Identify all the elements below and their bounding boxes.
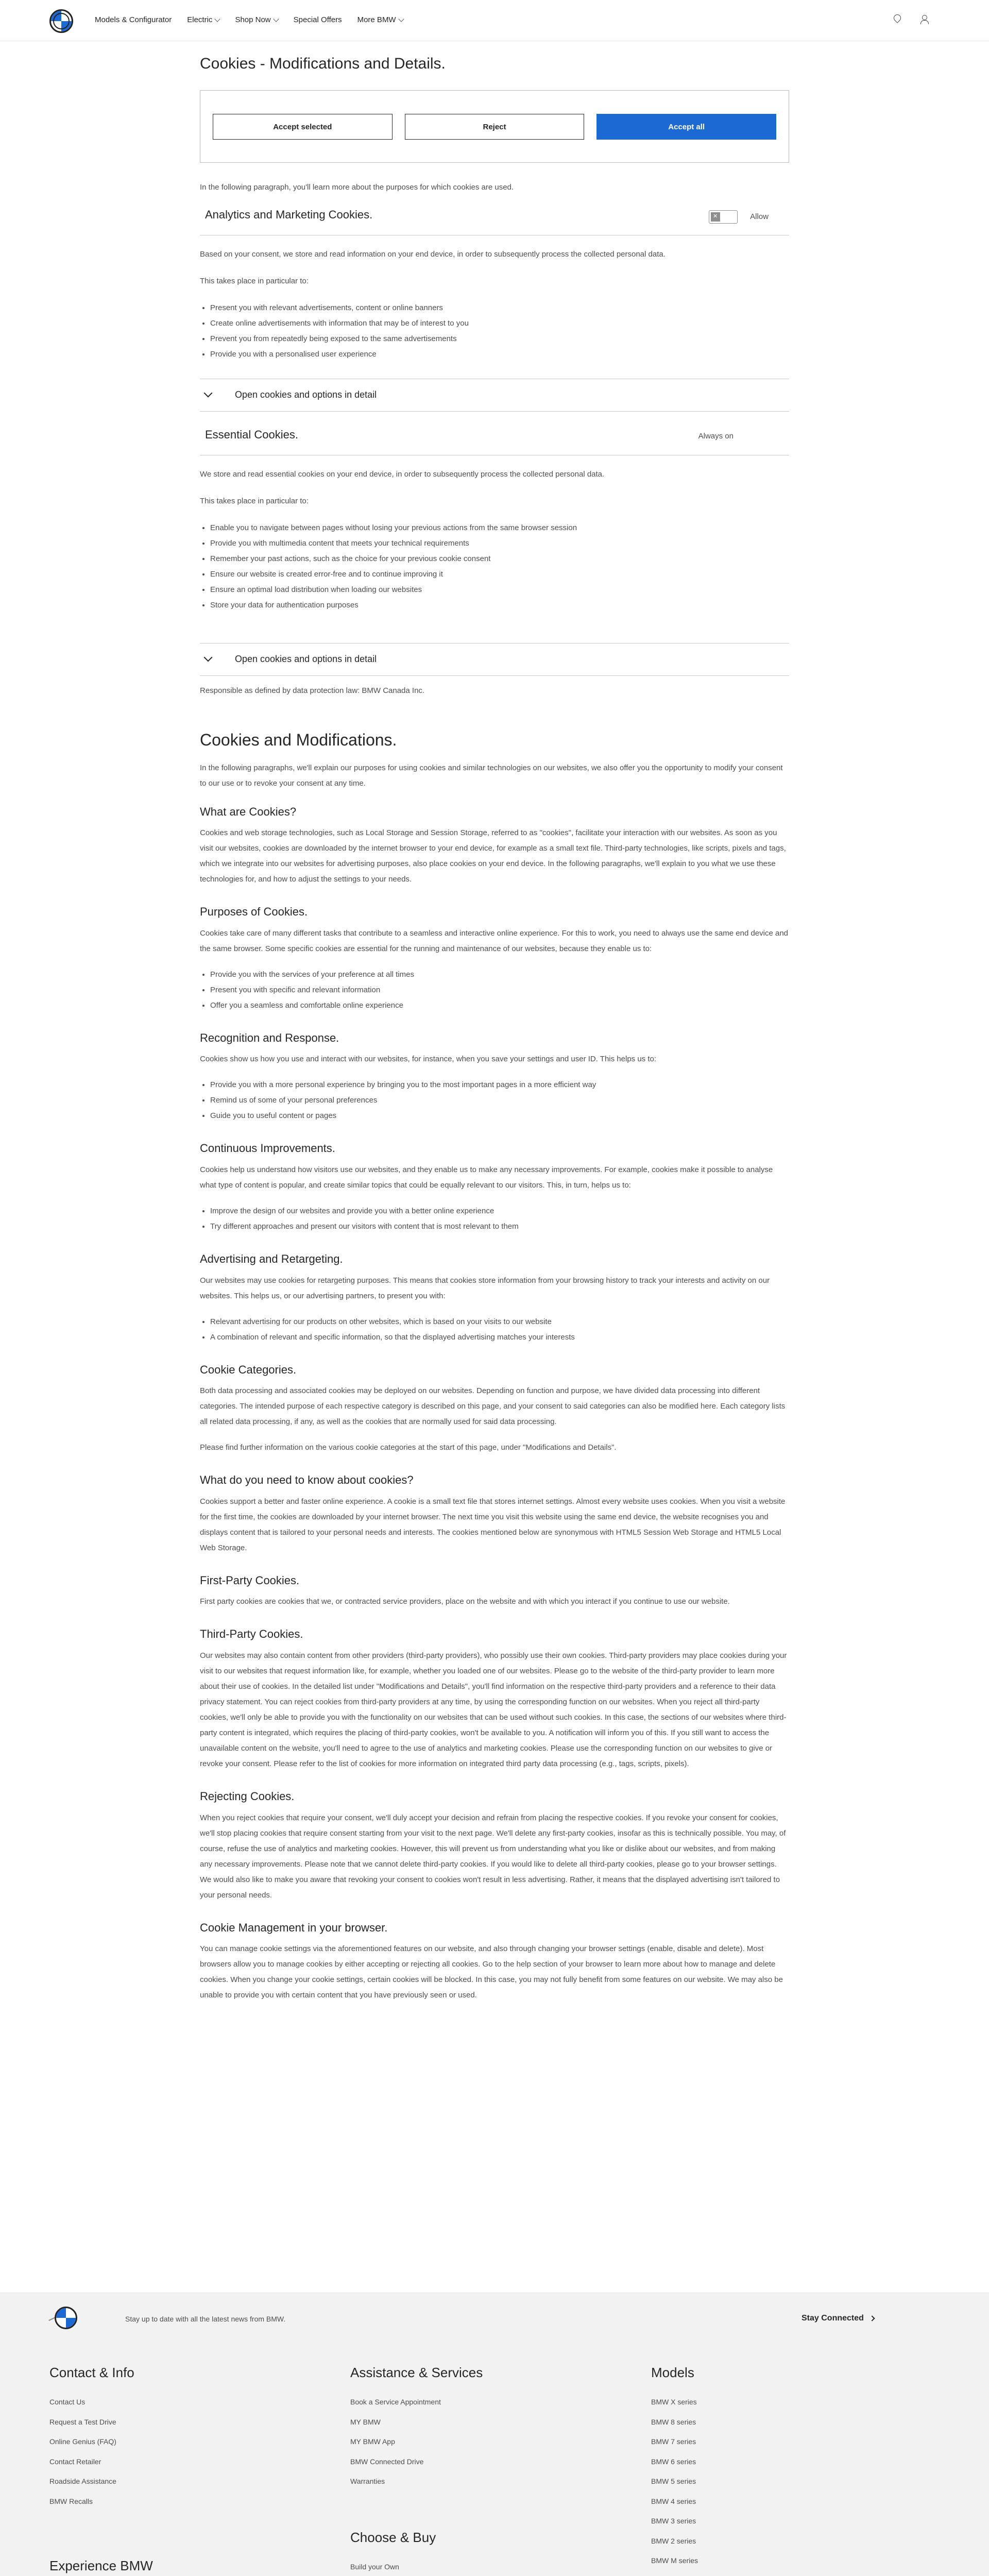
list-item: • Try different approaches and present our visitors with content that is most relevant to them <box>210 1219 789 1234</box>
essential-title: Essential Cookies. <box>205 428 298 441</box>
article-intro: In the following paragraphs, we'll explain our purposes for using cookies and similar technologies on our websites, we also offer you the opportunity to modify your consent to our use or to revoke your consent at any time. <box>200 763 783 788</box>
footer-link[interactable]: BMW 8 series <box>651 2417 696 2426</box>
list-item: • Provide you with the services of your preference at all times <box>210 967 789 982</box>
nav-special-offers[interactable] <box>294 15 342 24</box>
expander-label: Open cookies and options in detail <box>235 389 377 400</box>
footer-link[interactable]: BMW Connected Drive <box>350 2457 424 2466</box>
list-item: • Provide you with a more personal experience by bringing you to the most important pages in a more efficient way <box>210 1077 789 1093</box>
categories-title: Cookie Categories. <box>200 1363 297 1376</box>
chevron-down-icon <box>273 16 279 22</box>
footer-heading: Choose & Buy <box>350 2530 436 2545</box>
chevron-down-icon <box>215 16 220 22</box>
improvement-title: Continuous Improvements. <box>200 1142 335 1155</box>
list-item: • Ensure our website is created error-free and to continue improving it <box>210 567 789 582</box>
list-item: • Enable you to navigate between pages without losing your previous actions from the same browser session <box>210 520 789 536</box>
stay-connected-label: Stay Connected <box>802 2314 864 2323</box>
essential-list <box>200 520 789 613</box>
footer-link[interactable]: BMW X series <box>651 2398 697 2406</box>
site-footer <box>0 2344 989 2576</box>
footer-heading: Contact & Info <box>49 2365 134 2380</box>
bmw-newsletter-logo <box>49 2303 80 2334</box>
footer-link[interactable]: BMW 5 series <box>651 2477 696 2485</box>
footer-link[interactable]: Contact Retailer <box>49 2457 101 2466</box>
nav-label: Shop Now <box>235 15 271 24</box>
categories-body: Both data processing and associated cookies may be deployed on our websites. Depending on function and purpose, we have divided data processing into different categories. The intended purpose of each respective category is described on this page, and your consent to said categories can also be modified here. Each category lists all related data processing, if any, as well as the cookies that are normally used for said data processing. <box>200 1386 786 1427</box>
footer-link[interactable]: Warranties <box>350 2477 385 2485</box>
stay-connected-link[interactable] <box>802 2314 874 2323</box>
footer-models <box>651 2365 711 2576</box>
analytics-section-header <box>200 204 789 227</box>
footer-contact <box>49 2365 134 2511</box>
list-item: • Improve the design of our websites and provide you with a better online experience <box>210 1204 789 1219</box>
footer-link[interactable]: BMW Recalls <box>49 2497 93 2505</box>
list-item: • Store your data for authentication purposes <box>210 598 789 613</box>
list-item: • Remind us of some of your personal preferences <box>210 1093 789 1108</box>
analytics-details-expander[interactable] <box>200 379 789 412</box>
footer-link[interactable] <box>651 2571 711 2576</box>
list-item: • Relevant advertising for our products on other websites, which is based on your visits to our website <box>210 1314 789 1330</box>
rejecting-title: Rejecting Cookies. <box>200 1789 295 1803</box>
essential-details-expander[interactable] <box>200 643 789 676</box>
article-title: Cookies and Modifications. <box>200 731 397 749</box>
what-body: Cookies and web storage technologies, such as Local Storage and Session Storage, referred to as "cookies", facilitate your interaction with our websites. As soon as you visit our websites, cookies are downloaded by the internet browser to your end device, for example as a small text file. Third-party technologies, like scripts, pixels and tags, which we integrate into our websites for advertising purposes, also place cookies on your end device. In the following paragraphs, we'll explain to you what we use these technologies for, and how to adjust the settings to your needs. <box>200 828 786 884</box>
nav-label: Special Offers <box>293 15 342 24</box>
advertising-body: Our websites may use cookies for retargeting purposes. This means that cookies store information from your browsing history to track your interests and activity on our websites. This helps us, or our advertising partners, to present you with: <box>200 1276 770 1300</box>
footer-link[interactable]: Contact Us <box>49 2398 86 2406</box>
improvement-list <box>200 1204 789 1234</box>
analytics-lead: This takes place in particular to: <box>200 277 309 285</box>
analytics-body: Based on your consent, we store and read information on your end device, in order to subsequently process the collected personal data. <box>200 250 666 259</box>
footer-link[interactable]: MY BMW <box>350 2417 381 2426</box>
management-title: Cookie Management in your browser. <box>200 1921 388 1934</box>
list-item: • Guide you to useful content or pages <box>210 1108 789 1124</box>
always-on-label: Always on <box>698 432 734 440</box>
footer-link[interactable]: MY BMW App <box>350 2437 395 2446</box>
purposes-list <box>200 967 789 1013</box>
recognition-list <box>200 1077 789 1124</box>
nav-electric[interactable] <box>187 15 219 24</box>
essential-lead: This takes place in particular to: <box>200 497 309 505</box>
management-body: You can manage cookie settings via the aforementioned features on our website, and also through changing your browser settings (enable, disable and delete). Most browsers allow you to manage cookies by either accepting or rejecting all cookies. Go to the help section of your browser to learn more about how to manage and delete cookies. When you change your cookie settings, certain cookies will be blocked. In this case, you may not fully benefit from some features on our website. We may also be unable to provide you with certain content that you have previously seen or used. <box>200 1944 783 2000</box>
footer-link[interactable]: BMW 7 series <box>651 2437 696 2446</box>
essential-section-header <box>200 424 789 447</box>
footer-heading: Experience BMW <box>49 2558 153 2573</box>
footer-link[interactable]: Request a Test Drive <box>49 2417 116 2426</box>
consent-intro: In the following paragraph, you'll learn more about the purposes for which cookies are used. <box>200 183 514 192</box>
footer-link[interactable]: BMW 6 series <box>651 2457 696 2466</box>
expander-label: Open cookies and options in detail <box>235 654 377 664</box>
nav-label: Models & Configurator <box>95 15 172 24</box>
first-party-body: First party cookies are cookies that we, or contracted service providers, place on the website and with which you interact if you continue to use our website. <box>200 1597 730 1606</box>
footer-link[interactable]: Book a Service Appointment <box>350 2398 441 2406</box>
list-item: • Provide you with a personalised user experience <box>210 347 789 362</box>
list-item: • Create online advertisements with information that may be of interest to you <box>210 316 789 331</box>
close-icon: ✕ <box>713 213 718 219</box>
footer-link[interactable]: BMW M series <box>651 2556 698 2565</box>
accept-all-button[interactable]: Accept all <box>596 114 776 140</box>
footer-link[interactable]: Roadside Assistance <box>49 2477 116 2485</box>
analytics-title: Analytics and Marketing Cookies. <box>205 208 373 221</box>
nav-shop-now[interactable] <box>235 15 278 24</box>
footer-assistance <box>350 2365 483 2492</box>
page-title: Cookies - Modifications and Details. <box>200 55 446 72</box>
main-content <box>200 41 789 2293</box>
reject-button[interactable]: Reject <box>405 114 585 140</box>
advertising-title: Advertising and Retargeting. <box>200 1252 343 1265</box>
list-item: • Prevent you from repeatedly being exposed to the same advertisements <box>210 331 789 347</box>
nav-label: Electric <box>187 15 213 24</box>
footer-link[interactable]: BMW 3 series <box>651 2517 696 2525</box>
nav-models[interactable] <box>95 15 172 24</box>
footer-choose <box>350 2530 436 2576</box>
categories-body-2: Please find further information on the various cookie categories at the start of this page, under "Modifications and Details". <box>200 1443 617 1452</box>
chevron-right-icon <box>869 2315 875 2321</box>
advertising-list <box>200 1314 789 1345</box>
analytics-list <box>200 300 789 362</box>
accept-selected-button[interactable]: Accept selected <box>213 114 393 140</box>
recognition-body: Cookies show us how you use and interact with our websites, for instance, when you save your settings and user ID. This helps us to: <box>200 1055 657 1064</box>
chevron-down-icon <box>398 16 404 22</box>
list-item: • Ensure an optimal load distribution when loading our websites <box>210 582 789 598</box>
footer-link[interactable]: Build your Own <box>350 2563 399 2571</box>
purposes-body: Cookies take care of many different tasks that contribute to a seamless and interactive online experience. For this to work, you need to always use the same end device and the same browser. Some specific cookies are essential for the running and maintenance of our websites, because they enable us to: <box>200 928 789 953</box>
nav-label: More BMW <box>357 15 396 24</box>
main-nav <box>95 15 403 24</box>
what-title: What are Cookies? <box>200 805 297 818</box>
third-party-body: Our websites may also contain content from other providers (third-party providers), who possibly use their own cookies. Third-party providers may place cookies during your visit to our websites that request information like, for example, whether you loaded one of our websites. Please go to the website of the third-party provider to learn more about their use of cookies. In the detailed list under "Modifications and Details", you'll find information on the respective third-party providers and a reference to their data privacy statement. You can reject cookies from third-party providers at any time, by using the corresponding function on our websites. When you reject all third-party cookies, we'll only be able to provide you with the functionality on our websites that can be used without such cookies. In this case, the sections of our websites where third-party content is integrated, which requires the placing of third-party cookies, won't be available to you. A notification will inform you of this. If you still want to access the unavailable content on the website, you'll need to agree to the use of analytics and marketing cookies. Please use the corresponding function on our websites to give or revoke your consent. Please refer to the list of cookies for more information on integrated third party data processing (e.g., tags, scripts, pixels). <box>200 1651 787 1768</box>
footer-link[interactable]: BMW 4 series <box>651 2497 696 2505</box>
improvement-body: Cookies help us understand how visitors use our websites, and they enable us to make any necessary improvements. For example, cookies make it possible to analyse what type of content is popular, and create similar topics that could be equally relevant to our visitors. This, in turn, helps us to: <box>200 1165 773 1190</box>
essential-body: We store and read essential cookies on your end device, in order to subsequently process the collected personal data. <box>200 470 605 479</box>
third-party-title: Third-Party Cookies. <box>200 1628 303 1641</box>
toggle-label: Allow <box>750 212 769 221</box>
list-item: • Remember your past actions, such as the choice for your previous cookie consent <box>210 551 789 567</box>
list-item: • Offer you a seamless and comfortable online experience <box>210 998 789 1013</box>
list-item: • Provide you with multimedia content that meets your technical requirements <box>210 536 789 551</box>
nav-more-bmw[interactable] <box>357 15 403 24</box>
footer-link[interactable]: Online Genius (FAQ) <box>49 2437 116 2446</box>
footer-experience <box>49 2558 153 2576</box>
footer-link[interactable]: BMW 2 series <box>651 2536 696 2545</box>
responsible-note: Responsible as defined by data protection law: BMW Canada Inc. <box>200 686 425 695</box>
need-title: What do you need to know about cookies? <box>200 1473 414 1487</box>
consent-button-box <box>200 90 789 163</box>
purposes-title: Purposes of Cookies. <box>200 905 308 919</box>
chevron-down-icon <box>204 389 213 398</box>
list-item: • Present you with specific and relevant information <box>210 982 789 998</box>
list-item: • Present you with relevant advertisements, content or online banners <box>210 300 789 316</box>
newsletter-text: Stay up to date with all the latest news from BMW. <box>125 2315 286 2323</box>
need-body: Cookies support a better and faster online experience. A cookie is a small text file that stores internet settings. Almost every website uses cookies. When you visit a website for the first time, the cookies are downloaded by your internet browser. The next time you visit this website using the same end device, the website recognises you and displays content that is tailored to your personal needs and interests. The cookies mentioned below are synonymous with HTML5 Session Web Storage and HTML5 Local Web Storage. <box>200 1497 786 1552</box>
site-header <box>0 0 989 41</box>
chevron-down-icon <box>204 653 213 662</box>
footer-heading: Models <box>651 2365 694 2380</box>
list-item: • A combination of relevant and specific information, so that the displayed advertising matches your interests <box>210 1330 789 1345</box>
location-pin-icon[interactable] <box>893 14 900 25</box>
newsletter-strip <box>0 2293 989 2344</box>
footer-heading: Assistance & Services <box>350 2365 483 2380</box>
recognition-title: Recognition and Response. <box>200 1031 339 1044</box>
analytics-toggle[interactable] <box>709 210 738 224</box>
first-party-title: First-Party Cookies. <box>200 1573 300 1587</box>
rejecting-body: When you reject cookies that require your consent, we'll duly accept your decision and refrain from placing the respective cookies. If you revoke your consent for cookies, we'll stop placing cookies that require consent starting from your visit to the next page. We'll delete any first-party cookies, insofar as this is technically possible. You may, of course, refuse the use of analytics and marketing cookies. However, this will prevent us from understanding what you like or dislike about our websites, and from making any necessary improvements. Please note that we cannot delete third-party cookies. If you would like to delete all third-party cookies, please go to your browser settings. We would also like to make you aware that revoking your consent to cookies won't result in less advertising. Rather, it means that the displayed advertising isn't tailored to your personal needs. <box>200 1813 786 1900</box>
user-icon[interactable] <box>920 14 928 25</box>
bmw-logo[interactable] <box>49 9 73 33</box>
